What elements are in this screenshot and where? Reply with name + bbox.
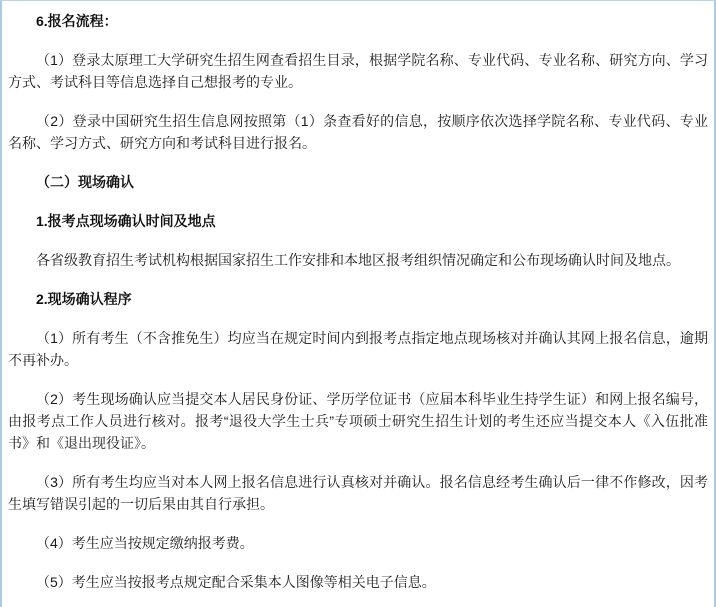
paragraph-procedure-5: （5）考生应当按报考点规定配合采集本人图像等相关电子信息。 bbox=[36, 574, 436, 590]
paragraph-procedure-4: （4）考生应当按规定缴纳报考费。 bbox=[36, 535, 254, 551]
paragraph-time-and-place: 各省级教育招生考试机构根据国家招生工作安排和本地区报考组织情况确定和公布现场确认时间及地点。 bbox=[36, 252, 680, 268]
subheading-confirmation-procedure: 2.现场确认程序 bbox=[36, 291, 132, 307]
section-heading-registration-process: 6.报名流程： bbox=[36, 13, 118, 29]
paragraph-step-1: （1）登录太原理工大学研究生招生网查看招生目录，根据学院名称、专业代码、专业名称、研究方向、学习方式、考试科目等信息选择自己想报考的专业。 bbox=[8, 52, 708, 90]
paragraph-procedure-3: （3）所有考生均应当对本人网上报名信息进行认真核对并确认。报名信息经考生确认后一律不作修改，因考生填写错误引起的一切后果由其自行承担。 bbox=[8, 474, 708, 512]
section-heading-onsite-confirmation: （二）现场确认 bbox=[36, 174, 134, 190]
paragraph-step-2: （2）登录中国研究生招生信息网按照第（1）条查看好的信息，按顺序依次选择学院名称、专业代码、专业名称、学习方式、研究方向和考试科目进行报名。 bbox=[8, 113, 708, 151]
subheading-time-and-place: 1.报考点现场确认时间及地点 bbox=[36, 213, 216, 229]
paragraph-procedure-1: （1）所有考生（不含推免生）均应当在规定时间内到报考点指定地点现场核对并确认其网上报名信息，逾期不再补办。 bbox=[8, 330, 708, 368]
paragraph-procedure-2: （2）考生现场确认应当提交本人居民身份证、学历学位证书（应届本科毕业生持学生证）和网上报名编号，由报考点工作人员进行核对。报考“退役大学生士兵”专项硕士研究生招生计划的考生还应当提交本人《入伍批准书》和《退出现役证》。 bbox=[8, 391, 708, 451]
